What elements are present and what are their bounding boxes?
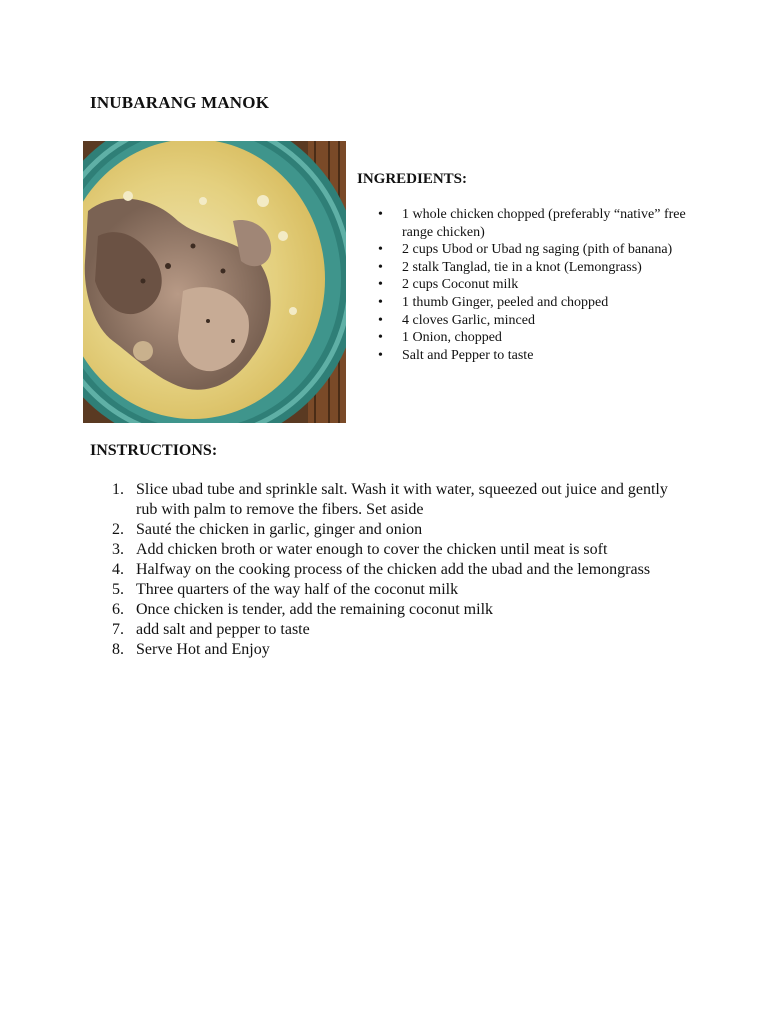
step-text: Serve Hot and Enjoy [136, 641, 270, 658]
step-number: 7. [112, 621, 124, 638]
ingredient-item: • 2 cups Ubod or Ubad ng saging (pith of banana) [357, 241, 687, 259]
recipe-title: INUBARANG MANOK [90, 93, 270, 112]
step-text: Three quarters of the way half of the coconut milk [136, 581, 459, 598]
instruction-step [90, 480, 680, 520]
step-number: 8. [112, 641, 124, 658]
instruction-step [90, 640, 680, 660]
step-text: Halfway on the cooking process of the chicken add the ubad and the lemongrass [136, 561, 651, 578]
dish-photo [83, 141, 346, 423]
ingredient-item: • 2 cups Coconut milk [357, 276, 687, 294]
ingredient-item: • 4 cloves Garlic, minced [357, 312, 687, 330]
instruction-step [90, 520, 680, 540]
step-text: add salt and pepper to taste [136, 621, 310, 638]
instruction-step [90, 600, 680, 620]
step-text: Once chicken is tender, add the remaining coconut milk [136, 601, 494, 618]
step-number: 5. [112, 581, 124, 598]
step-number: 4. [112, 561, 124, 578]
instruction-step [90, 620, 680, 640]
ingredients-list [357, 206, 687, 364]
step-text: Add chicken broth or water enough to cover the chicken until meat is soft [136, 541, 608, 558]
ingredient-item: • Salt and Pepper to taste [357, 347, 687, 365]
instructions-list [90, 480, 680, 660]
ingredient-item: • 1 whole chicken chopped (preferably “native” free range chicken) [357, 206, 687, 241]
instruction-step [90, 560, 680, 580]
step-text: Sauté the chicken in garlic, ginger and onion [136, 521, 423, 538]
instruction-step [90, 580, 680, 600]
instruction-step [90, 540, 680, 560]
instructions-heading: INSTRUCTIONS: [90, 442, 218, 459]
step-number: 2. [112, 521, 124, 538]
ingredient-item: • 1 thumb Ginger, peeled and chopped [357, 294, 687, 312]
step-number: 1. [112, 481, 124, 498]
step-text: Slice ubad tube and sprinkle salt. Wash it with water, squeezed out juice and gently rub with palm to remove the fibers. Set aside [136, 481, 668, 518]
step-number: 6. [112, 601, 124, 618]
ingredient-item: • 1 Onion, chopped [357, 329, 687, 347]
ingredients-heading: INGREDIENTS: [357, 171, 468, 187]
step-number: 3. [112, 541, 124, 558]
ingredient-item: • 2 stalk Tanglad, tie in a knot (Lemongrass) [357, 259, 687, 277]
